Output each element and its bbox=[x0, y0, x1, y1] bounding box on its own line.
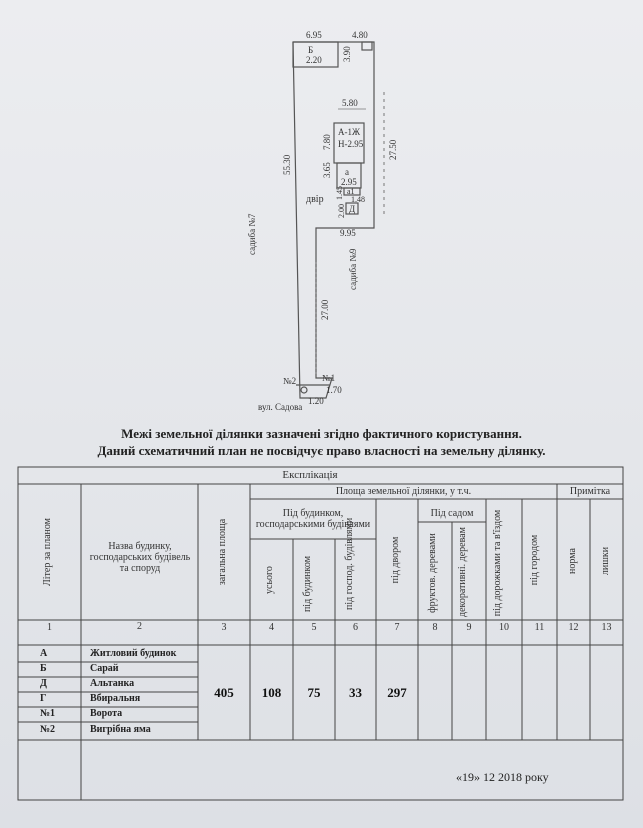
document-date: «19» 12 2018 року bbox=[456, 770, 549, 784]
label-barn: Б bbox=[308, 45, 314, 55]
value-under-outbuildings: 33 bbox=[349, 685, 362, 700]
row-name-n2: Вигрібна яма bbox=[90, 724, 151, 735]
caption-line-1: Межі земельної ділянки зазначені згідно фактичного користування. bbox=[121, 426, 522, 441]
header-under-house: під будинком bbox=[302, 555, 313, 613]
header-roads: під дорожками та в'їздом bbox=[492, 509, 503, 617]
header-norm: норма bbox=[567, 548, 578, 574]
dim-1-20: 1.20 bbox=[308, 396, 324, 406]
row-name-a: Житловий будинок bbox=[90, 648, 177, 659]
dim-1-48: 1.48 bbox=[351, 195, 365, 204]
row-name-d: Альтанка bbox=[90, 678, 135, 689]
dim-55-30: 55.30 bbox=[282, 154, 292, 175]
col-number-1: 1 bbox=[47, 621, 52, 633]
col-number-4: 4 bbox=[269, 621, 274, 633]
dim-4-80: 4.80 bbox=[352, 30, 368, 40]
header-note: Примітка bbox=[569, 486, 611, 497]
value-buildings-total: 108 bbox=[261, 685, 282, 700]
table-title: Експлікація bbox=[282, 469, 338, 481]
label-street: вул. Садова bbox=[258, 402, 303, 412]
dim-3-90: 3.90 bbox=[342, 46, 352, 62]
label-neighbor-9: садиба №9 bbox=[348, 248, 358, 290]
label-gate-1: №1 bbox=[322, 373, 336, 383]
header-name: Назва будинку, господарських будівель та споруд bbox=[89, 540, 191, 574]
header-total-area: загальна площа bbox=[217, 518, 228, 586]
value-under-house: 75 bbox=[307, 685, 321, 700]
col-number-6: 6 bbox=[353, 621, 358, 633]
dim-1-70: 1.70 bbox=[326, 385, 342, 395]
label-yard: двір bbox=[306, 194, 324, 205]
header-fruit-trees: фруктов. деревами bbox=[427, 533, 438, 613]
dim-2-95: 2.95 bbox=[341, 177, 357, 187]
header-letter: Літер за планом bbox=[42, 517, 53, 587]
label-neighbor-7: садиба №7 bbox=[247, 213, 257, 255]
label-house: А-1Ж bbox=[338, 127, 361, 137]
header-vegetable: під городом bbox=[529, 534, 540, 586]
col-number-12: 12 bbox=[568, 621, 579, 633]
header-under-outbuildings: під господ. будівлями bbox=[344, 517, 355, 610]
value-total-area: 405 bbox=[214, 685, 234, 700]
header-total: усього bbox=[264, 566, 275, 594]
label-a1: а1 bbox=[347, 187, 355, 196]
row-letter-n1: №1 bbox=[40, 708, 56, 719]
row-name-n1: Ворота bbox=[90, 708, 123, 719]
value-yard: 297 bbox=[387, 685, 407, 700]
dim-1-45: 1.45 bbox=[335, 186, 344, 200]
header-decor-trees: декоративні. деревам bbox=[457, 527, 468, 617]
dim-2-20: 2.20 bbox=[306, 55, 322, 65]
dim-9-95: 9.95 bbox=[340, 228, 356, 238]
label-gazebo: Д bbox=[349, 204, 356, 214]
col-number-5: 5 bbox=[311, 621, 317, 633]
row-letter-g: Г bbox=[40, 693, 47, 704]
header-garden-group: Під садом bbox=[430, 507, 474, 519]
dim-2-00: 2.00 bbox=[337, 204, 346, 218]
col-number-13: 13 bbox=[601, 621, 612, 633]
dim-27-00: 27.00 bbox=[320, 299, 330, 320]
col-number-3: 3 bbox=[221, 621, 227, 633]
caption-line-2: Даний схематичний план не посвідчує право власності на земельну ділянку. bbox=[97, 443, 546, 458]
label-a: а bbox=[345, 167, 349, 177]
dim-7-80: 7.80 bbox=[322, 134, 332, 150]
row-letter-b: Б bbox=[40, 663, 47, 674]
col-number-10: 10 bbox=[499, 621, 509, 633]
dim-27-50: 27.50 bbox=[388, 139, 398, 160]
header-buildings-group: Під будинком, господарськими будівлями bbox=[255, 508, 371, 530]
col-number-2: 2 bbox=[137, 620, 142, 632]
col-number-9: 9 bbox=[466, 621, 472, 633]
col-number-11: 11 bbox=[534, 621, 545, 633]
row-name-g: Вбиральня bbox=[90, 693, 141, 704]
header-area-group: Площа земельної ділянки, у т.ч. bbox=[335, 486, 472, 497]
label-pit-2: №2 bbox=[283, 376, 297, 386]
dim-5-80: 5.80 bbox=[342, 98, 358, 108]
col-number-8: 8 bbox=[432, 621, 438, 633]
label-height: Н-2.95 bbox=[338, 139, 364, 149]
row-name-b: Сарай bbox=[90, 663, 119, 674]
header-excess: лишки bbox=[600, 546, 611, 576]
col-number-7: 7 bbox=[394, 621, 400, 633]
row-letter-n2: №2 bbox=[40, 724, 56, 735]
row-letter-d: Д bbox=[40, 678, 47, 689]
header-yard: під двором bbox=[390, 536, 401, 584]
dim-3-65: 3.65 bbox=[322, 162, 332, 178]
row-letter-a: А bbox=[40, 648, 48, 659]
dim-6-95: 6.95 bbox=[306, 30, 322, 40]
